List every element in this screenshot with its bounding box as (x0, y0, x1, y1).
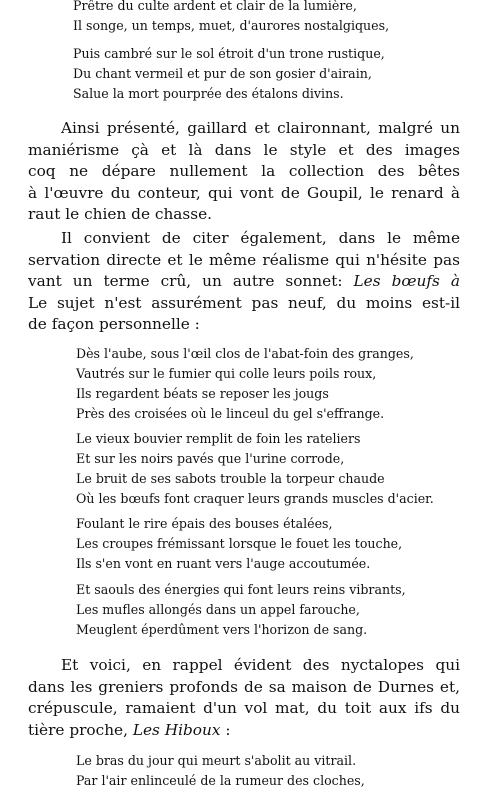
verse-line: Et saouls des énergies qui font leurs reins vibrants, (76, 582, 406, 597)
poem-stanza (76, 580, 406, 640)
verse-line: Et sur les noirs pavés que l'urine corrode, (76, 451, 345, 466)
paragraph-line: de façon personnelle : (28, 315, 200, 334)
text-run: : (220, 720, 231, 739)
verse-line: Dès l'aube, sous l'œil clos de l'abat-foin des granges, (76, 346, 414, 361)
verse-line: Où les bœufs font craquer leurs grands muscles d'acier. (76, 491, 434, 506)
verse-line: Les mufles allongés dans un appel farouche, (76, 602, 360, 617)
paragraph-line: Et voici, en rappel évident des nyctalopes qui (61, 656, 460, 674)
verse-line: Près des croisées où le linceul du gel s'effrange. (76, 406, 385, 421)
verse-line: Puis cambré sur le sol étroit d'un trone rustique, (73, 46, 385, 61)
poem-stanza (76, 514, 402, 574)
paragraph (28, 118, 460, 226)
poem-stanza (76, 344, 414, 424)
paragraph-line: à l'œuvre du conteur, qui vont de Goupil, le renard à (28, 183, 460, 202)
verse-line: Meuglent éperdûment vers l'horizon de sang. (76, 622, 368, 637)
verse-line: Le bras du jour qui meurt s'abolit au vitrail. (76, 753, 357, 768)
paragraph-line: maniérisme çà et là dans le style et des images (28, 140, 460, 159)
verse-line: Ils regardent béats se reposer les jougs (76, 386, 329, 401)
paragraph-line: Ainsi présenté, gaillard et claironnant, malgré un (61, 119, 460, 137)
text-run: tière proche, (28, 720, 133, 739)
text-run: vant un terme crû, un autre sonnet: (28, 272, 354, 291)
paragraph-line: Il convient de citer également, dans le même (61, 229, 460, 247)
paragraph-line (28, 271, 460, 293)
poem-stanza (76, 751, 365, 791)
verse-line: Salue la mort pourprée des étalons divins. (73, 86, 344, 101)
poem-stanza (76, 429, 434, 509)
paragraph-line: Le sujet n'est assurément pas neuf, du moins est-il (28, 293, 460, 312)
paragraph (28, 655, 460, 741)
paragraph-line: dans les greniers profonds de sa maison de Durnes et, (28, 677, 460, 696)
verse-line: Vautrés sur le fumier qui colle leurs poils roux, (76, 366, 377, 381)
verse-line: Par l'air enlinceulé de la rumeur des cloches, (76, 773, 365, 788)
verse-line: Foulant le rire épais des bouses étalées, (76, 516, 333, 531)
verse-line: Le bruit de ses sabots trouble la torpeur chaude (76, 471, 385, 486)
verse-line: Il songe, un temps, muet, d'aurores nostalgiques, (73, 18, 390, 33)
paragraph-line (28, 720, 460, 742)
verse-line: Le vieux bouvier remplit de foin les rateliers (76, 431, 361, 446)
poem-title: Les bœufs à (353, 272, 460, 291)
poem-stanza (73, 0, 389, 36)
paragraph-line: coq ne dépare nullement la collection des bêtes (28, 162, 460, 181)
paragraph-line: raut le chien de chasse. (28, 205, 213, 224)
paragraph-line: crépuscule, ramaient d'un vol mat, du toit aux ifs du (28, 699, 460, 718)
verse-line: Prêtre du culte ardent et clair de la lumière, (73, 0, 357, 13)
verse-line: Du chant vermeil et pur de son gosier d'airain, (73, 66, 372, 81)
paragraph (28, 228, 460, 336)
verse-line: Les croupes frémissant lorsque le fouet les touche, (76, 536, 403, 551)
paragraph-line: servation directe et le même réalisme qui n'hésite pas (28, 250, 460, 269)
verse-line: Ils s'en vont en ruant vers l'auge accoutumée. (76, 556, 371, 571)
poem-title: Les Hiboux (132, 720, 221, 739)
poem-stanza (73, 44, 385, 104)
